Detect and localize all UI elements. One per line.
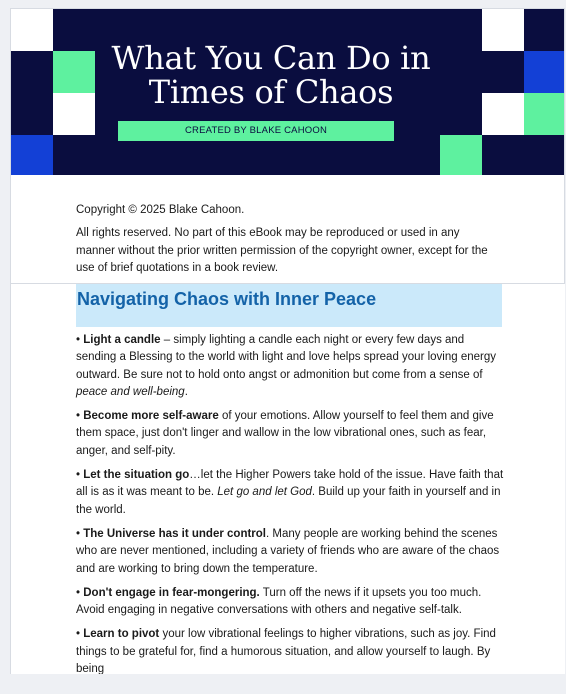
bullet-item: • Become more self-aware of your emotions. Allow yourself to feel them and give them space, just don't linger and wallow in the low vibrational ones, such as fear, anger, and self-pity.: [76, 410, 494, 457]
bullet-item: • Don't engage in fear-mongering. Turn off the news if it upsets you too much. Avoid engaging in negative conversations with others and negative self-talk.: [76, 586, 482, 617]
section-heading-box: [76, 284, 502, 327]
viewer-footer: [0, 674, 566, 694]
rights-statement: All rights reserved. No part of this eBook may be reproduced or used in any manner without the prior written permission of the copyright owner, except for the use of brief quotations in a book review.: [76, 227, 488, 274]
bullet-bold: The Universe has it under control: [83, 527, 266, 540]
bullet-item: • The Universe has it under control. Many people are working behind the scenes who are never mentioned, including a variety of friends who are aware of the chaos and are working to bring down the temperature.: [76, 527, 500, 575]
bullet-bold: Light a candle: [83, 334, 161, 346]
cover-banner: [11, 9, 564, 175]
bullet-bold: Let the situation go: [83, 469, 190, 482]
deco-square: [11, 9, 53, 51]
section-heading: Navigating Chaos with Inner Peace: [77, 289, 377, 309]
bullet-list: [76, 332, 504, 674]
deco-square: [11, 135, 53, 175]
cover-title-line2: Times of Chaos: [148, 73, 394, 111]
bullet-text: . Many people are working behind the scenes who are never mentioned, including a variety of friends who are aware of the chaos and are working to bring down the temperature.: [76, 527, 500, 575]
bullet-bold: Don't engage in fear-mongering.: [83, 586, 260, 599]
deco-square: [524, 93, 564, 135]
cover-title-line1: What You Can Do in: [111, 39, 431, 77]
bullet-item: • Learn to pivot your low vibrational feelings to higher vibrations, such as joy. Find things to be grateful for, find a humorous situation, and allow yourself to laugh. By being: [76, 628, 496, 674]
bullet-italic: peace and well-being: [76, 385, 185, 398]
bullet-bold: Become more self-aware: [83, 410, 219, 423]
creator-label: CREATED BY BLAKE CAHOON: [118, 121, 394, 141]
bullet-item: • Light a candle – simply lighting a candle each night or every few days and sending a Blessing to the world with light and love helps spread your loving energy outward. Be sure not to hold onto angst or admonition but come from a sense of peace and well-being.: [76, 334, 497, 398]
bullet-text: your low vibrational feelings to higher vibrations, such as joy. Find things to be grateful for, find a humorous situation, and allow yourself to laugh. By being: [76, 628, 496, 674]
bullet-bold: Learn to pivot: [83, 628, 160, 641]
deco-square: [482, 93, 524, 135]
bullet-tail: .: [184, 385, 188, 398]
bullet-tail: . Build up your faith in yourself and in the world.: [76, 486, 501, 516]
deco-square: [440, 135, 482, 175]
deco-square: [482, 9, 524, 51]
cover-title: [71, 41, 471, 109]
bullet-italic: Let go and let God: [217, 486, 312, 499]
bullet-text: Turn off the news if it upsets you too much. Avoid engaging in negative conversations with others and negative self-talk.: [76, 586, 482, 617]
deco-square: [524, 51, 564, 93]
cover-page: [10, 8, 565, 284]
bullet-text: of your emotions. Allow yourself to feel them and give them space, just don't linger and wallow in the low vibrational ones, such as fear, anger, and self-pity.: [76, 410, 494, 457]
bullet-text: – simply lighting a candle each night or every few days and sending a Blessing to the world with light and love helps spread your loving energy outward. Be sure not to hold onto angst or admonition but come from a sense of: [76, 334, 497, 381]
bullet-item: • Let the situation go…let the Higher Powers take hold of the issue. Have faith that all is as it was meant to be. Let go and let God. Build up your faith in yourself and in the world.: [76, 469, 504, 516]
bullet-text: …let the Higher Powers take hold of the issue. Have faith that all is as it was meant to be.: [76, 469, 504, 499]
content-page: [10, 284, 565, 674]
copyright-line: Copyright © 2025 Blake Cahoon.: [76, 204, 245, 216]
